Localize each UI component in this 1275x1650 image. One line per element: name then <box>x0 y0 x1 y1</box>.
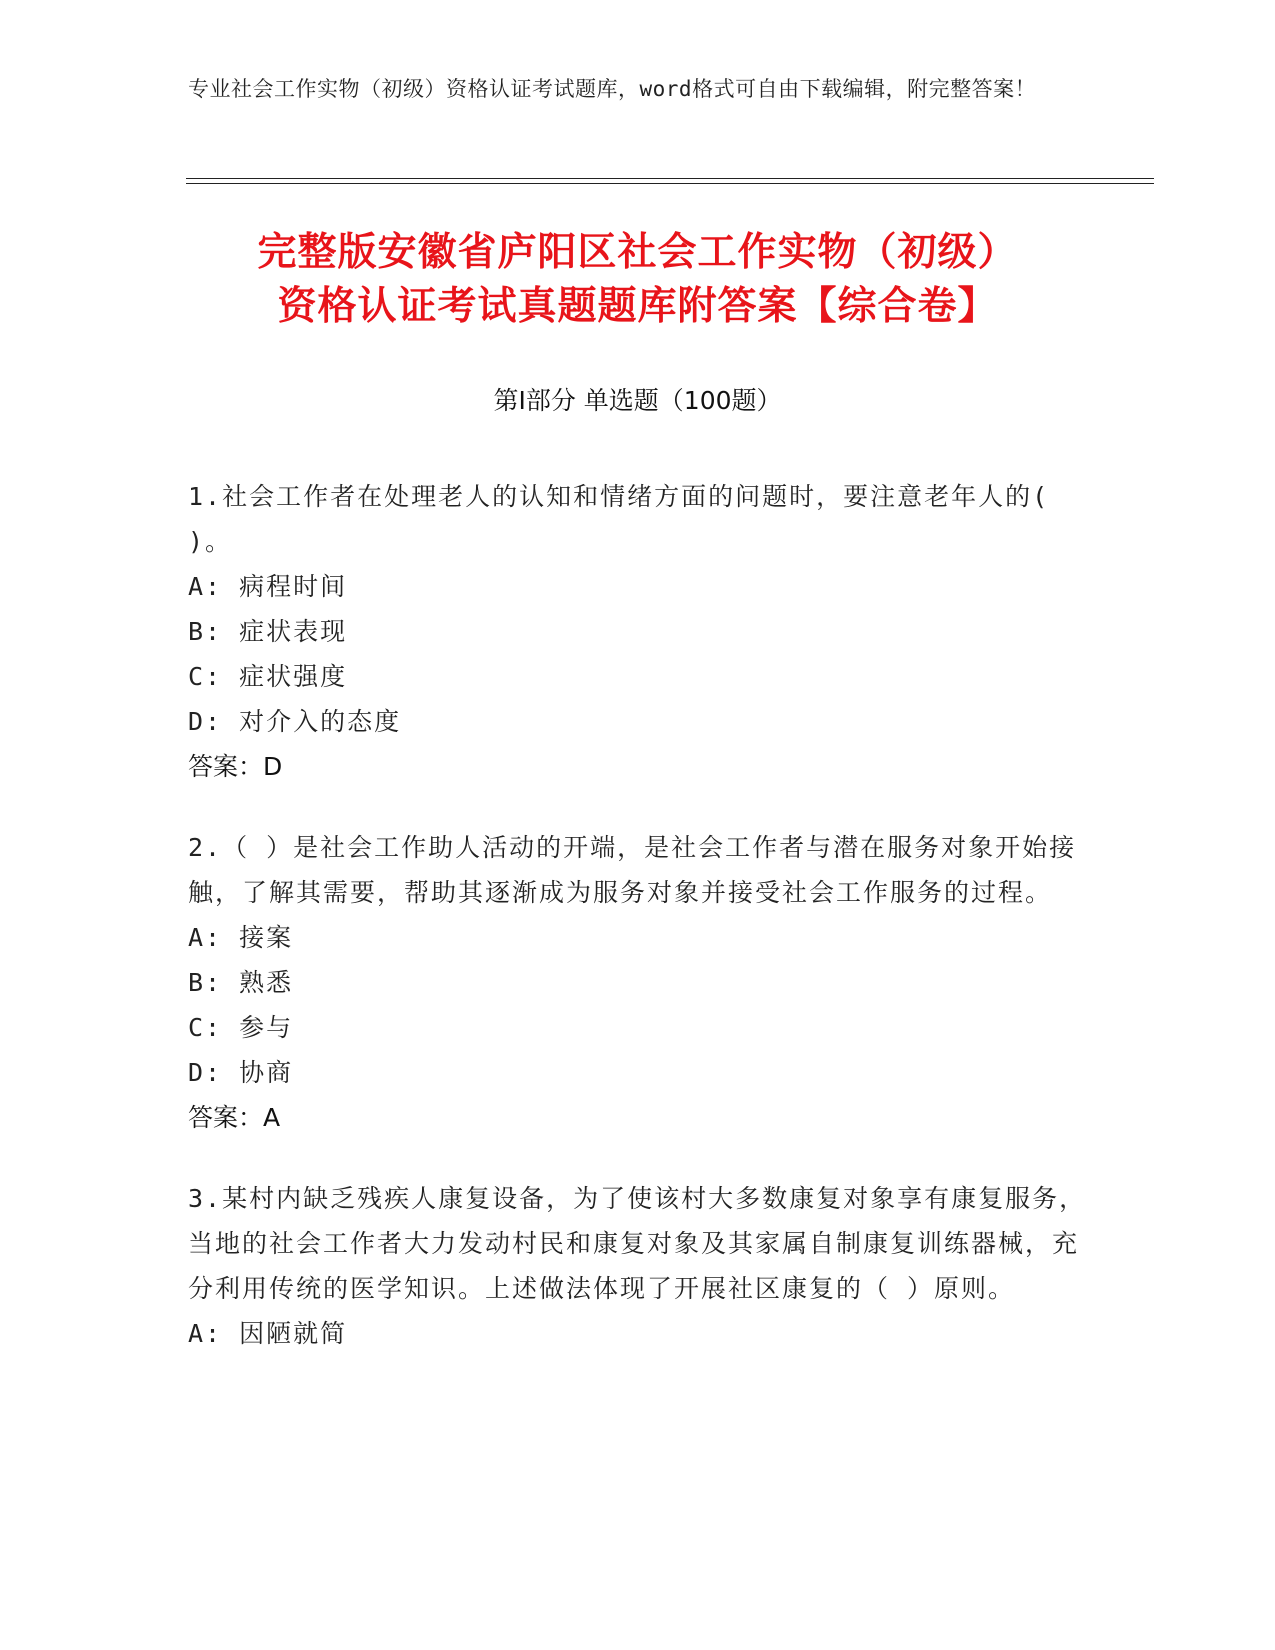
section-heading: 第Ⅰ部分 单选题（100题） <box>493 386 782 415</box>
question-text: 1.社会工作者在处理老人的认知和情绪方面的问题时，要注意老年人的( )。 <box>188 482 1050 556</box>
answer: 答案：D <box>188 752 283 781</box>
option-a: A: 接案 <box>188 923 294 952</box>
title-line-1: 完整版安徽省庐阳区社会工作实物（初级） <box>257 230 1018 275</box>
option-a: A: 因陋就简 <box>188 1319 348 1348</box>
header-divider-top <box>186 178 1154 179</box>
option-b: B: 熟悉 <box>188 968 294 997</box>
question-text: 2.（ ）是社会工作助人活动的开端，是社会工作者与潜在服务对象开始接触，了解其需要，帮助其逐渐成为服务对象并接受社会工作服务的过程。 <box>188 833 1077 907</box>
question-list <box>188 474 1088 1392</box>
question-1 <box>188 474 1088 789</box>
title-line-2: 资格认证考试真题题库附答案【综合卷】 <box>277 284 998 329</box>
answer: 答案：A <box>188 1103 281 1132</box>
header-note: 专业社会工作实物（初级）资格认证考试题库，word格式可自由下载编辑，附完整答案！ <box>188 77 1037 101</box>
option-d: D: 对介入的态度 <box>188 707 402 736</box>
option-b: B: 症状表现 <box>188 617 348 646</box>
question-3 <box>188 1176 1088 1356</box>
option-c: C: 症状强度 <box>188 662 348 691</box>
option-d: D: 协商 <box>188 1058 294 1087</box>
document-title <box>140 226 1135 334</box>
header-divider-bottom <box>186 183 1154 184</box>
question-text: 3.某村内缺乏残疾人康复设备，为了使该村大多数康复对象享有康复服务，当地的社会工作者大力发动村民和康复对象及其家属自制康复训练器械，充分利用传统的医学知识。上述做法体现了开展社区康复的（ ）原则。 <box>188 1184 1087 1303</box>
option-c: C: 参与 <box>188 1013 294 1042</box>
question-2 <box>188 825 1088 1140</box>
option-a: A: 病程时间 <box>188 572 348 601</box>
